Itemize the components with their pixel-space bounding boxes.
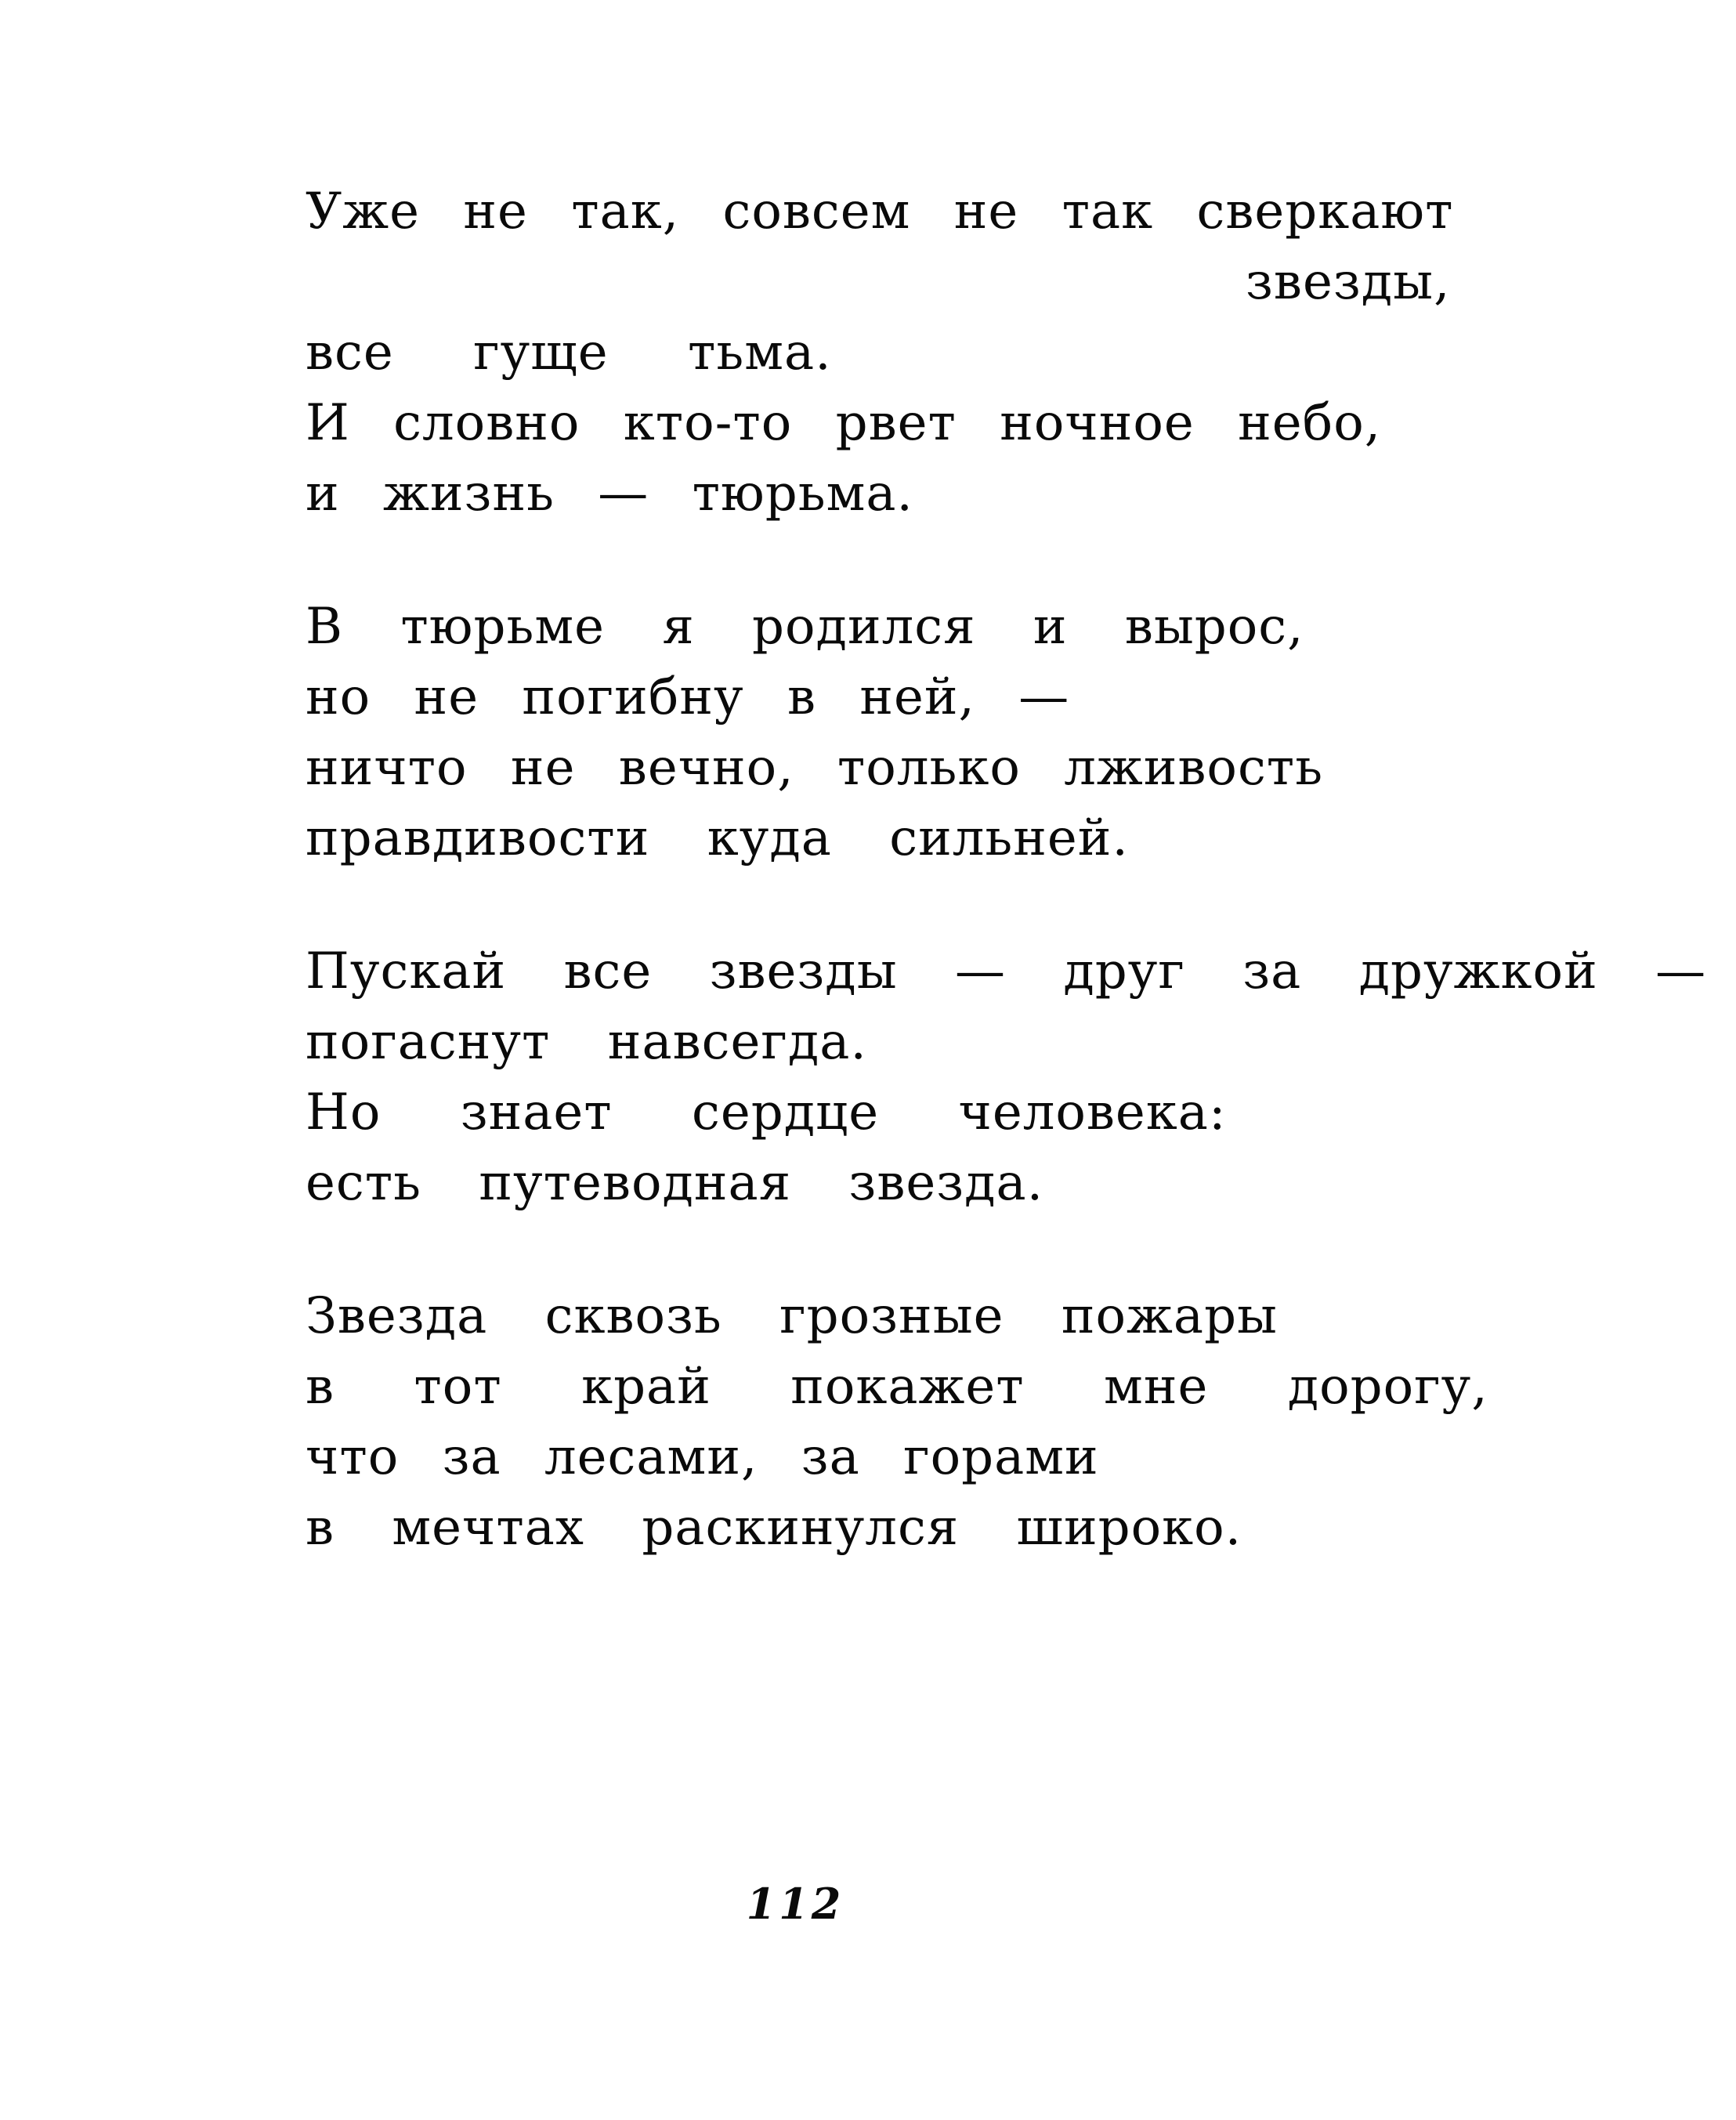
poem-line: в мечтах раскинулся широко. (306, 1499, 1242, 1557)
poem-line: но не погибну в ней, — (306, 668, 1070, 726)
poem-line: правдивости куда сильней. (306, 809, 1129, 867)
poem-line: все гуще тьма. (306, 324, 832, 382)
stanza-2 (306, 592, 1689, 874)
poem-line: и жизнь — тюрьма. (306, 465, 913, 523)
poem-line: погаснут навсегда. (306, 1013, 867, 1071)
poem-line: есть путеводная звезда. (306, 1154, 1044, 1212)
poem-line: ничто не вечно, только лживость (306, 739, 1324, 797)
stanza-4 (306, 1281, 1689, 1563)
poem-line: Звезда сквозь грозные пожары (306, 1287, 1278, 1345)
stanza-1 (306, 176, 1689, 529)
poem-line: в тот край покажет мне дорогу, (306, 1358, 1488, 1416)
page-number: 112 (746, 1879, 844, 1929)
poem-line-continuation: звезды, (1246, 253, 1451, 311)
poem-line: И словно кто-то рвет ночное небо, (306, 394, 1382, 452)
page-footer (0, 1879, 1590, 1929)
stanza-3 (306, 936, 1707, 1218)
poem-line: Пускай все звезды — друг за дружкой — (306, 942, 1707, 1000)
poem-line: В тюрьме я родился и вырос, (306, 598, 1304, 656)
poem-line: что за лесами, за горами (306, 1428, 1099, 1486)
poem-line: Уже не так, совсем не так сверкают (306, 183, 1454, 241)
poem-line: Но знает сердце человека: (306, 1084, 1227, 1141)
poem (306, 176, 1707, 1563)
